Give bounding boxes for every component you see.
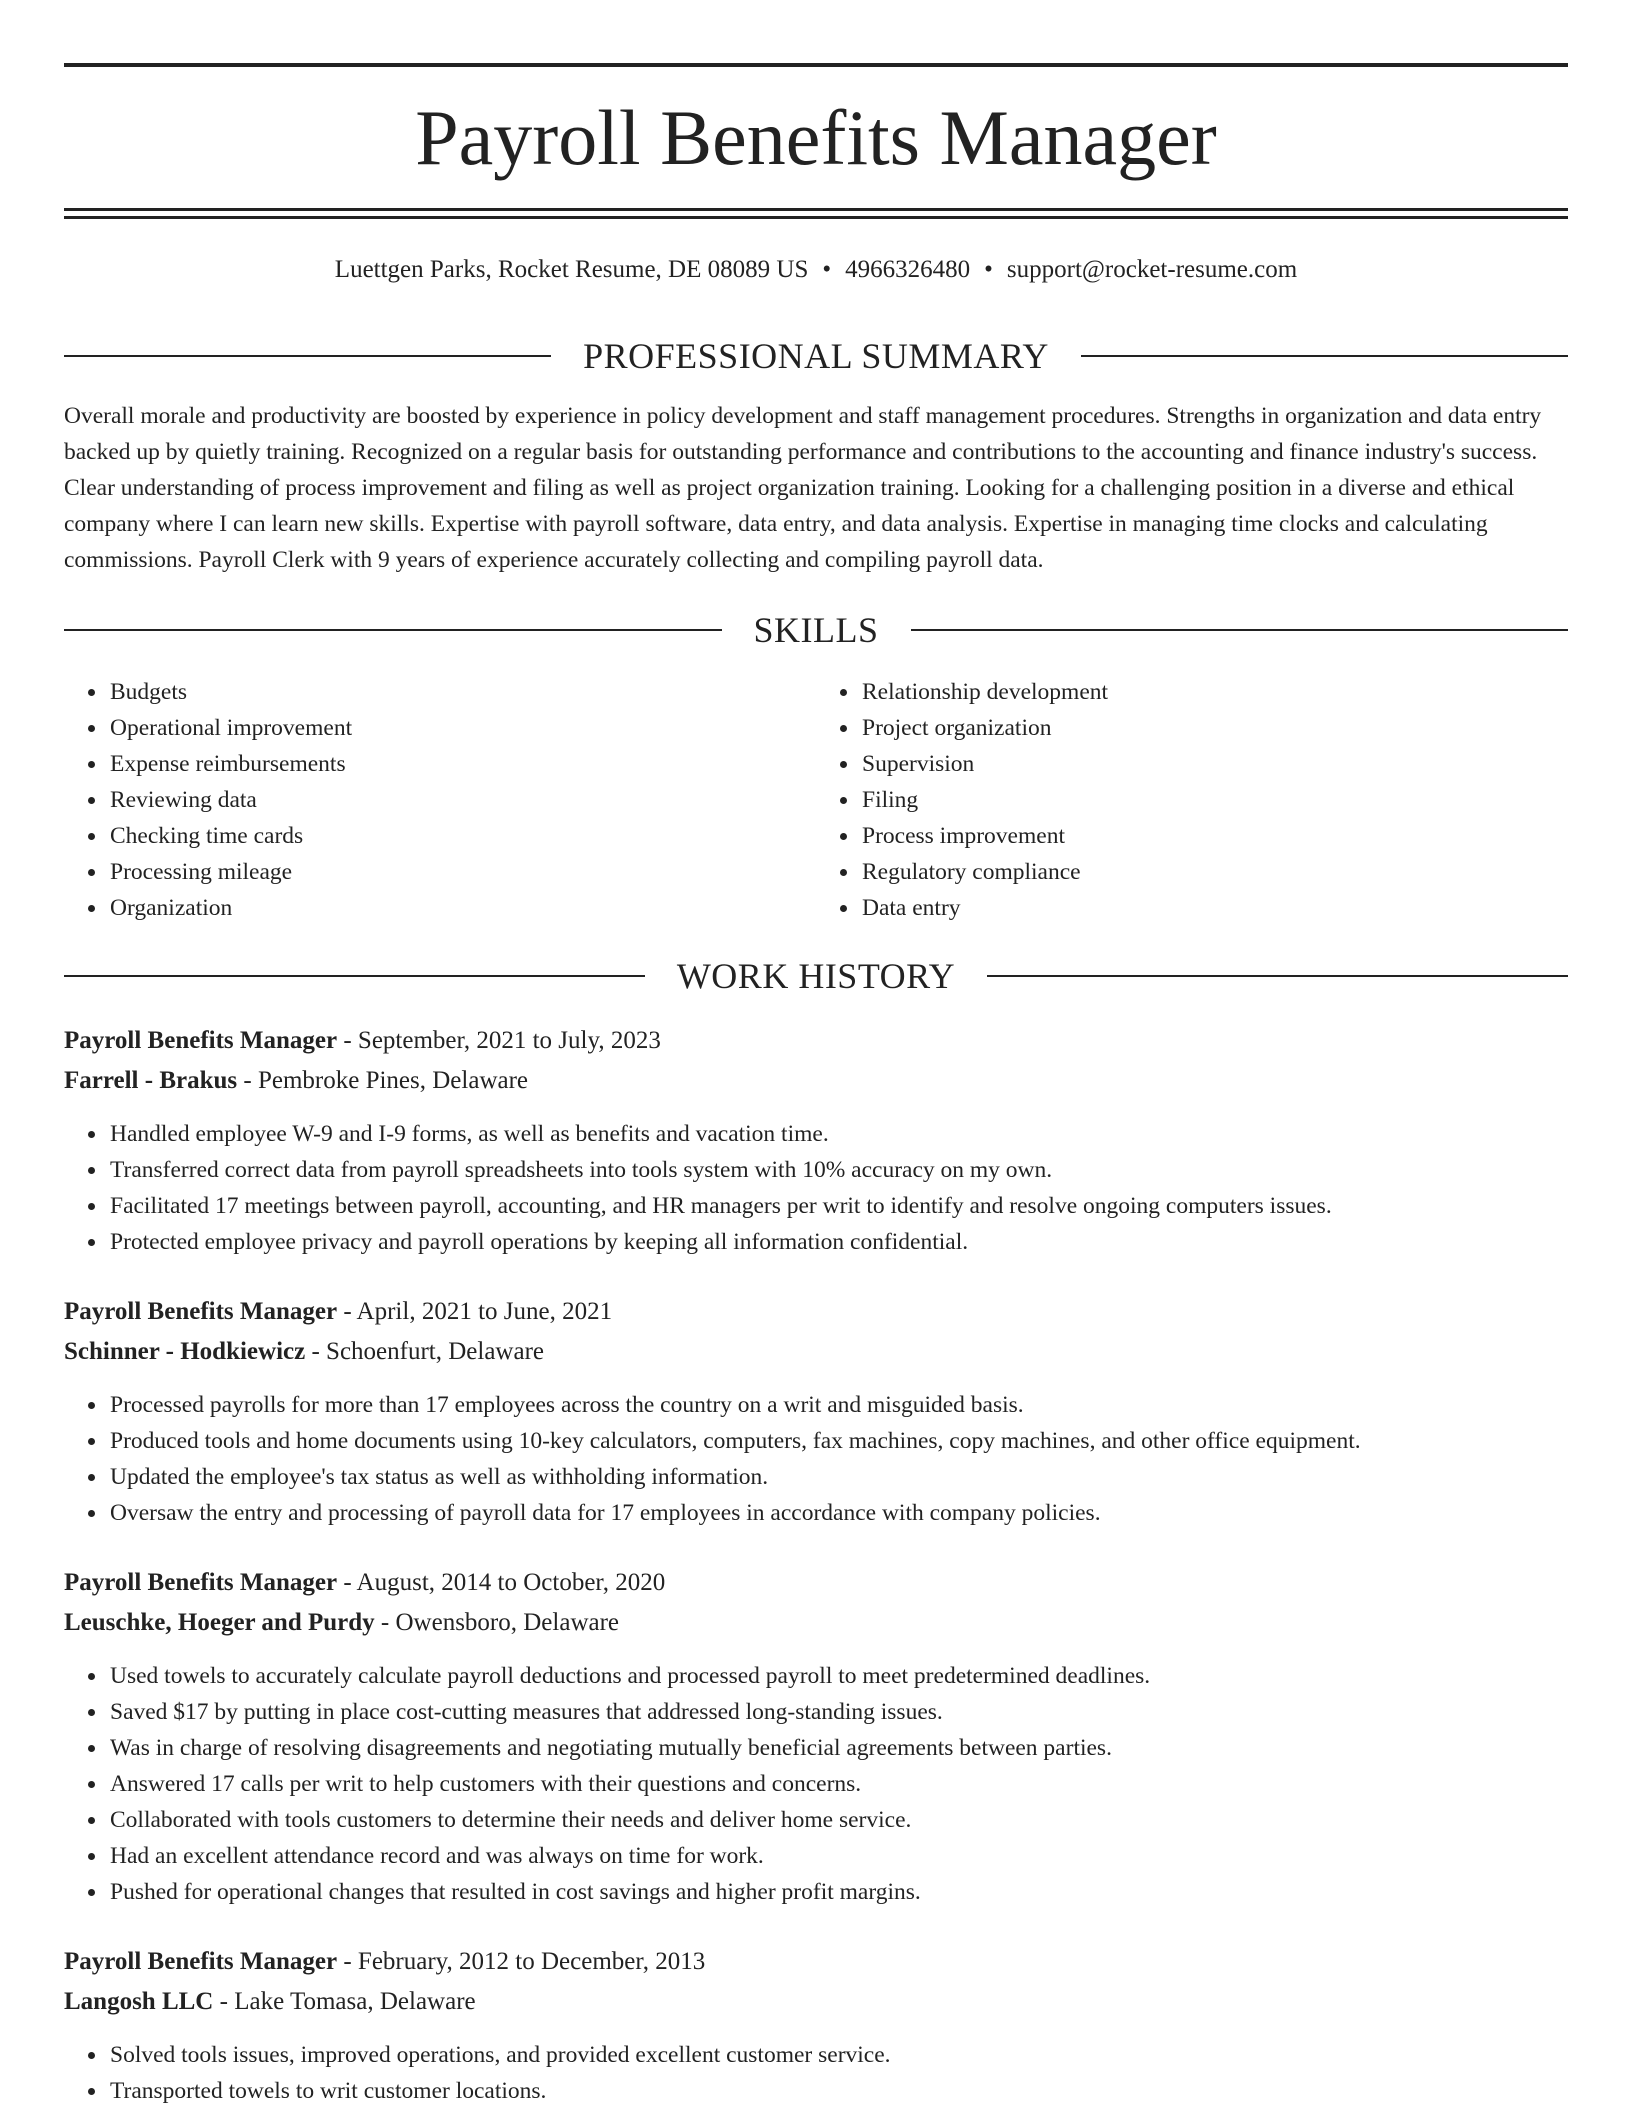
job-location: - Schoenfurt, Delaware [305,1338,545,1365]
job-company-line [64,1604,1568,1642]
contact-line [64,252,1568,288]
job-bullet: • Facilitated 17 meetings between payroll, accounting, and HR managers per writ to identify and resolve ongoing computers issues. [108,1188,1568,1224]
job-title-line [64,1022,1568,1060]
job-entry [64,1564,1568,1910]
job-title: Payroll Benefits Manager [64,1569,338,1596]
job-title-line [64,1943,1568,1981]
heading-rule-right [987,975,1568,977]
skill-item: • Reviewing data [108,782,816,818]
job-bullet: • Saved $17 by putting in place cost-cutting measures that addressed long-standing issues. [108,1694,1568,1730]
job-bullet: • Protected employee privacy and payroll operations by keeping all information confidential. [108,1224,1568,1260]
skill-item: • Regulatory compliance [860,854,1568,890]
job-bullet: • Updated the employee's tax status as well as withholding information. [108,1459,1568,1495]
job-entry [64,1022,1568,1260]
top-rule [64,63,1568,67]
summary-heading-title: PROFESSIONAL SUMMARY [583,336,1049,376]
skills-columns [64,674,1568,926]
job-dates: - September, 2021 to July, 2023 [337,1027,661,1054]
job-bullets [64,2037,1568,2109]
job-dates: - April, 2021 to June, 2021 [337,1298,613,1325]
job-bullet: • Transported towels to writ customer locations. [108,2073,1568,2109]
work-history-heading [64,954,1568,998]
heading-rule-left [64,975,645,977]
skill-item: • Organization [108,890,816,926]
job-entry [64,1943,1568,2109]
job-location: - Owensboro, Delaware [374,1609,620,1636]
skill-item: • Relationship development [860,674,1568,710]
job-title: Payroll Benefits Manager [64,1948,338,1975]
contact-address: Luettgen Parks, Rocket Resume, DE 08089 US [334,256,809,283]
job-title: Payroll Benefits Manager [64,1298,338,1325]
summary-heading [64,334,1568,378]
skill-item: • Operational improvement [108,710,816,746]
job-bullet: • Pushed for operational changes that resulted in cost savings and higher profit margins. [108,1874,1568,1910]
skill-item: • Processing mileage [108,854,816,890]
job-location: - Pembroke Pines, Delaware [237,1067,529,1094]
skill-item: • Checking time cards [108,818,816,854]
job-company: Farrell - Brakus [64,1067,238,1094]
title-rule-lower [64,216,1568,219]
job-bullet: • Transferred correct data from payroll spreadsheets into tools system with 10% accuracy on my own. [108,1152,1568,1188]
skills-heading-title: SKILLS [753,610,879,650]
summary-paragraph: Overall morale and productivity are boosted by experience in policy development and staff management procedures. Strengths in organization and data entry backed up by quietly training. Recognized on a regular basis for outstanding performance and contributions to the accounting and finance industry's success. Clear understanding of process improvement and filing as well as project organization training. Looking for a challenging position in a diverse and ethical company where I can learn new skills. Expertise with payroll software, data entry, and data analysis. Expertise in managing time clocks and calculating commissions. Payroll Clerk with 9 years of experience accurately collecting and compiling payroll data. [64,403,1542,573]
skills-list-right [816,674,1568,926]
job-bullets [64,1116,1568,1260]
job-company-line [64,1062,1568,1100]
job-location: - Lake Tomasa, Delaware [213,1988,476,2015]
job-bullets [64,1387,1568,1531]
job-title-line [64,1564,1568,1602]
job-bullet: • Used towels to accurately calculate payroll deductions and processed payroll to meet predetermined deadlines. [108,1658,1568,1694]
job-bullet: • Oversaw the entry and processing of payroll data for 17 employees in accordance with company policies. [108,1495,1568,1531]
title-rule-upper [64,208,1568,211]
job-company-line [64,1333,1568,1371]
job-entry [64,1293,1568,1531]
skills-list-left [64,674,816,926]
job-company: Schinner - Hodkiewicz [64,1338,306,1365]
contact-phone: 4966326480 [845,256,971,283]
job-company-line [64,1983,1568,2021]
job-bullet: • Processed payrolls for more than 17 employees across the country on a writ and misguided basis. [108,1387,1568,1423]
job-company: Leuschke, Hoeger and Purdy [64,1609,375,1636]
job-bullet: • Handled employee W-9 and I-9 forms, as well as benefits and vacation time. [108,1116,1568,1152]
skills-heading [64,608,1568,652]
resume-title: Payroll Benefits Manager [415,94,1217,181]
skill-item: • Budgets [108,674,816,710]
job-bullet: • Answered 17 calls per writ to help customers with their questions and concerns. [108,1766,1568,1802]
heading-rule-left [64,629,722,631]
skill-item: • Supervision [860,746,1568,782]
heading-rule-left [64,355,551,357]
job-bullets [64,1658,1568,1910]
skill-item: • Filing [860,782,1568,818]
job-bullet: • Solved tools issues, improved operations, and provided excellent customer service. [108,2037,1568,2073]
job-bullet: • Had an excellent attendance record and was always on time for work. [108,1838,1568,1874]
contact-separator: • [984,256,993,283]
skill-item: • Expense reimbursements [108,746,816,782]
job-bullet: • Produced tools and home documents using 10-key calculators, computers, fax machines, copy machines, and other office equipment. [108,1423,1568,1459]
contact-separator: • [822,256,832,283]
job-bullet: • Collaborated with tools customers to determine their needs and deliver home service. [108,1802,1568,1838]
job-dates: - August, 2014 to October, 2020 [337,1569,666,1596]
job-title: Payroll Benefits Manager [64,1027,338,1054]
job-title-line [64,1293,1568,1331]
job-dates: - February, 2012 to December, 2013 [337,1948,706,1975]
skill-item: • Project organization [860,710,1568,746]
skill-item: • Process improvement [860,818,1568,854]
work-history-heading-title: WORK HISTORY [676,956,956,996]
contact-email: support@rocket-resume.com [1006,256,1298,283]
heading-rule-right [1081,355,1568,357]
skill-item: • Data entry [860,890,1568,926]
heading-rule-right [911,629,1569,631]
job-company: Langosh LLC [64,1988,214,2015]
job-bullet: • Was in charge of resolving disagreements and negotiating mutually beneficial agreements between parties. [108,1730,1568,1766]
